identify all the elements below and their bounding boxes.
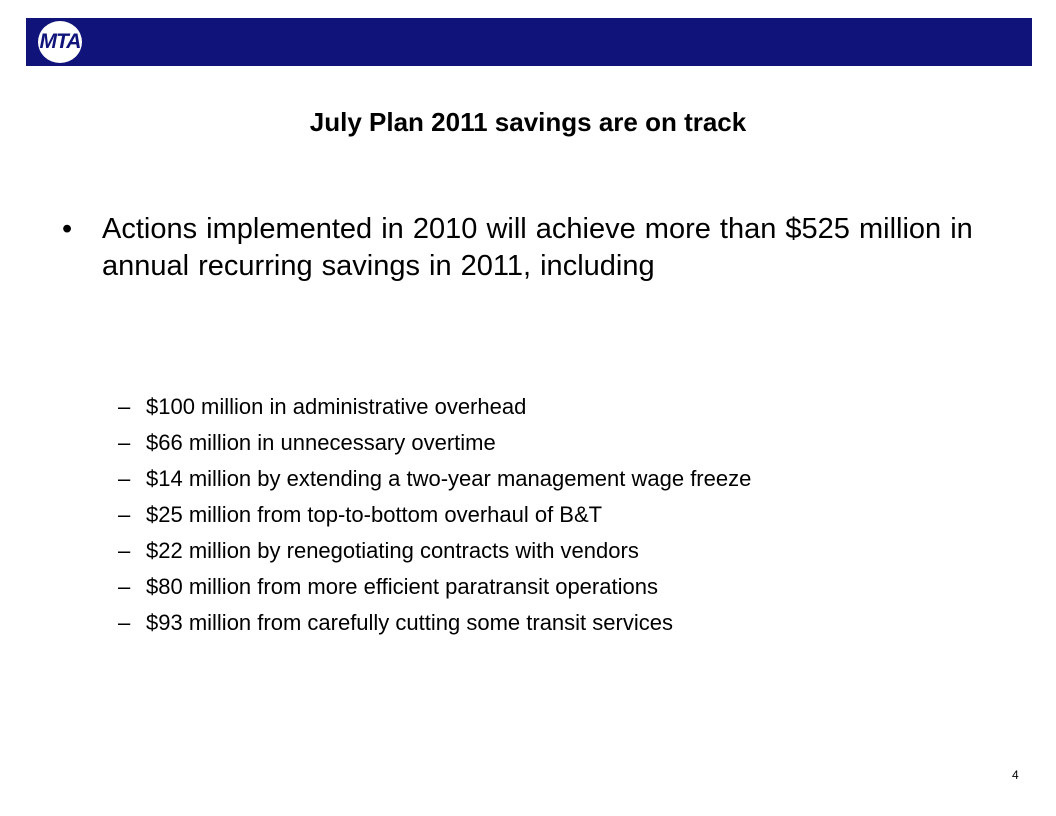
list-item-text: $80 million from more efficient paratransit operations — [146, 574, 658, 599]
savings-list — [118, 393, 938, 645]
list-item — [118, 429, 938, 456]
main-bullet — [62, 211, 1002, 285]
dash-marker: – — [118, 574, 131, 599]
list-item-text: $14 million by extending a two-year management wage freeze — [146, 466, 752, 491]
list-item — [118, 393, 938, 420]
list-item-text: $22 million by renegotiating contracts with vendors — [146, 538, 639, 563]
list-item-text: $100 million in administrative overhead — [146, 394, 527, 419]
page-number: 4 — [1012, 768, 1019, 782]
dash-marker: – — [118, 538, 131, 563]
bullet-marker: • — [62, 213, 73, 245]
logo-text: MTA — [39, 30, 81, 53]
dash-marker: – — [118, 394, 131, 419]
list-item — [118, 501, 938, 528]
dash-marker: – — [118, 610, 131, 635]
list-item-text: $66 million in unnecessary overtime — [146, 430, 496, 455]
slide-title: July Plan 2011 savings are on track — [309, 107, 747, 137]
header-bar — [26, 18, 1032, 66]
mta-logo — [38, 21, 82, 63]
dash-marker: – — [118, 430, 131, 455]
list-item — [118, 609, 938, 636]
list-item — [118, 573, 938, 600]
list-item-text: $93 million from carefully cutting some transit services — [146, 610, 673, 635]
list-item — [118, 537, 938, 564]
dash-marker: – — [118, 466, 131, 491]
list-item — [118, 465, 938, 492]
dash-marker: – — [118, 502, 131, 527]
main-bullet-text: Actions implemented in 2010 will achieve more than $525 million in annual recurring savings in 2011, including — [102, 213, 973, 282]
list-item-text: $25 million from top-to-bottom overhaul of B&T — [146, 502, 603, 527]
